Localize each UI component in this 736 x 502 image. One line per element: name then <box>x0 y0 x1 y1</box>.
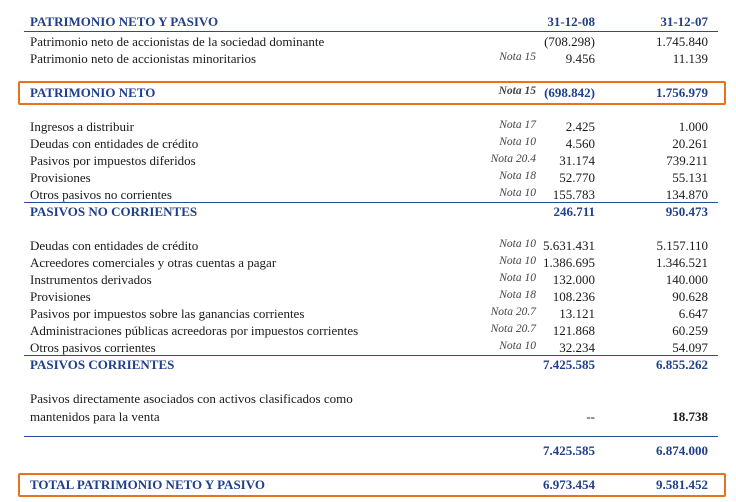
table-row: Pasivos por impuestos diferidos Nota 20.4 31.174 739.211 <box>30 153 708 168</box>
table-row: Provisiones Nota 18 52.770 55.131 <box>30 170 708 185</box>
grand-total-row: TOTAL PATRIMONIO NETO Y PASIVO 6.973.454 9.581.452 <box>30 477 708 492</box>
noncurrent-total-row: PASIVOS NO CORRIENTES 246.711 950.473 <box>30 204 708 219</box>
held-for-sale-row: mantenidos para la venta -- 18.738 <box>30 409 708 424</box>
subtotal-row: 7.425.585 6.874.000 <box>543 443 708 458</box>
table-row: Pasivos por impuestos sobre las ganancias corrientes Nota 20.7 13.121 6.647 <box>30 306 708 321</box>
column-header-2008: 31-12-08 <box>547 14 595 29</box>
table-row: Otros pasivos corrientes Nota 10 32.234 54.097 <box>30 340 708 355</box>
noncurrent-rule <box>24 202 718 203</box>
table-row: Administraciones públicas acreedoras por impuestos corrientes Nota 20.7 121.868 60.259 <box>30 323 708 338</box>
table-row: Provisiones Nota 18 108.236 90.628 <box>30 289 708 304</box>
table-header <box>24 14 718 31</box>
table-row: Instrumentos derivados Nota 10 132.000 140.000 <box>30 272 708 287</box>
table-row: Acreedores comerciales y otras cuentas a pagar Nota 10 1.386.695 1.346.521 <box>30 255 708 270</box>
section-title: PATRIMONIO NETO Y PASIVO <box>30 14 219 29</box>
held-for-sale-label-line1: Pasivos directamente asociados con activos clasificados como <box>30 391 353 406</box>
table-row: Ingresos a distribuir Nota 17 2.425 1.000 <box>30 119 708 134</box>
table-row: Deudas con entidades de crédito Nota 10 4.560 20.261 <box>30 136 708 151</box>
subtotal-rule <box>24 436 718 437</box>
header-rule <box>24 31 718 32</box>
current-rule <box>24 355 718 356</box>
table-row: Patrimonio neto de accionistas minoritarios Nota 15 9.456 11.139 <box>30 51 708 66</box>
column-header-2007: 31-12-07 <box>660 14 708 29</box>
table-row: Otros pasivos no corrientes Nota 10 155.783 134.870 <box>30 187 708 202</box>
equity-total-row: PATRIMONIO NETO Nota 15 (698.842) 1.756.979 <box>30 85 708 100</box>
table-row: Deudas con entidades de crédito Nota 10 5.631.431 5.157.110 <box>30 238 708 253</box>
table-row: Patrimonio neto de accionistas de la sociedad dominante (708.298) 1.745.840 <box>30 34 708 49</box>
current-total-row: PASIVOS CORRIENTES 7.425.585 6.855.262 <box>30 357 708 372</box>
